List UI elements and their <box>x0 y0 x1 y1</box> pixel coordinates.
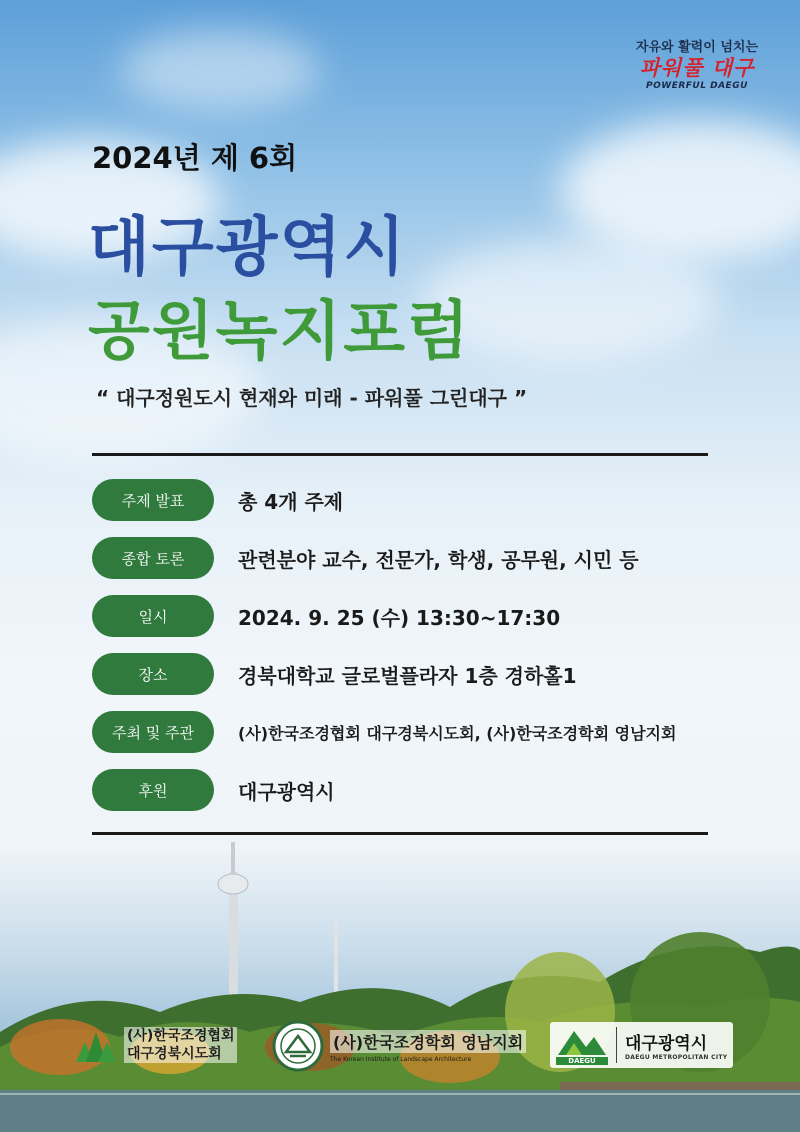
info-row-sponsor <box>92 768 335 812</box>
top-divider <box>92 453 708 456</box>
title-city: 대구광역시 <box>88 211 408 285</box>
info-label: 장소 <box>92 653 214 695</box>
info-value: 경북대학교 글로벌플라자 1층 경하홀1 <box>238 663 577 688</box>
emblem-label: DAEGU <box>556 1057 608 1065</box>
info-value: (사)한국조경협회 대구경북시도회, (사)한국조경학회 영남지회 <box>238 723 677 743</box>
institute-name-en: The Korean Institute of Landscape Architecture <box>330 1055 472 1063</box>
brand-slogan-en: POWERFUL DAEGU <box>646 81 748 91</box>
info-label: 주제 발표 <box>92 479 214 521</box>
association-name <box>124 1027 237 1063</box>
tree-emblem-icon <box>74 1026 118 1064</box>
edition-label: 2024년 제 6회 <box>92 141 298 175</box>
daegu-emblem-icon <box>556 1025 608 1065</box>
logo-separator <box>616 1027 617 1063</box>
subtitle: “ 대구정원도시 현재와 미래 - 파워풀 그린대구 ” <box>96 386 528 410</box>
association-name-line1: (사)한국조경협회 <box>127 1028 235 1044</box>
info-row-presentation <box>92 478 343 522</box>
info-value: 관련분야 교수, 전문가, 학생, 공무원, 시민 등 <box>238 547 639 572</box>
daegu-city-name-en: DAEGU METROPOLITAN CITY <box>625 1054 728 1061</box>
info-row-discussion <box>92 536 639 580</box>
institute-name: (사)한국조경학회 영남지회 <box>330 1030 526 1053</box>
daegu-city-logo <box>550 1022 733 1068</box>
info-label: 후원 <box>92 769 214 811</box>
info-label: 주최 및 주관 <box>92 711 214 753</box>
info-label: 종합 토론 <box>92 537 214 579</box>
association-name-line2: 대구경북시도회 <box>127 1046 222 1062</box>
park-landscape-illustration <box>0 832 800 1132</box>
title-forum: 공원녹지포럼 <box>88 295 471 369</box>
info-row-datetime <box>92 594 560 638</box>
info-value: 총 4개 주제 <box>238 489 344 514</box>
brand-slogan: 파워풀 대구 <box>639 56 755 80</box>
korea-landscape-association-logo <box>74 1026 237 1064</box>
korea-landscape-institute-logo <box>272 1020 526 1072</box>
daegu-city-name: 대구광역시 <box>625 1034 708 1054</box>
info-label: 일시 <box>92 595 214 637</box>
info-row-venue <box>92 652 577 696</box>
brand-tagline: 자유와 활력이 넘치는 <box>635 40 758 55</box>
sponsor-logos <box>0 1020 800 1080</box>
institute-seal-icon <box>272 1020 324 1072</box>
info-value: 대구광역시 <box>238 779 335 804</box>
info-value: 2024. 9. 25 (수) 13:30~17:30 <box>238 605 561 630</box>
powerful-daegu-brand <box>636 36 758 91</box>
info-row-host <box>92 710 676 754</box>
